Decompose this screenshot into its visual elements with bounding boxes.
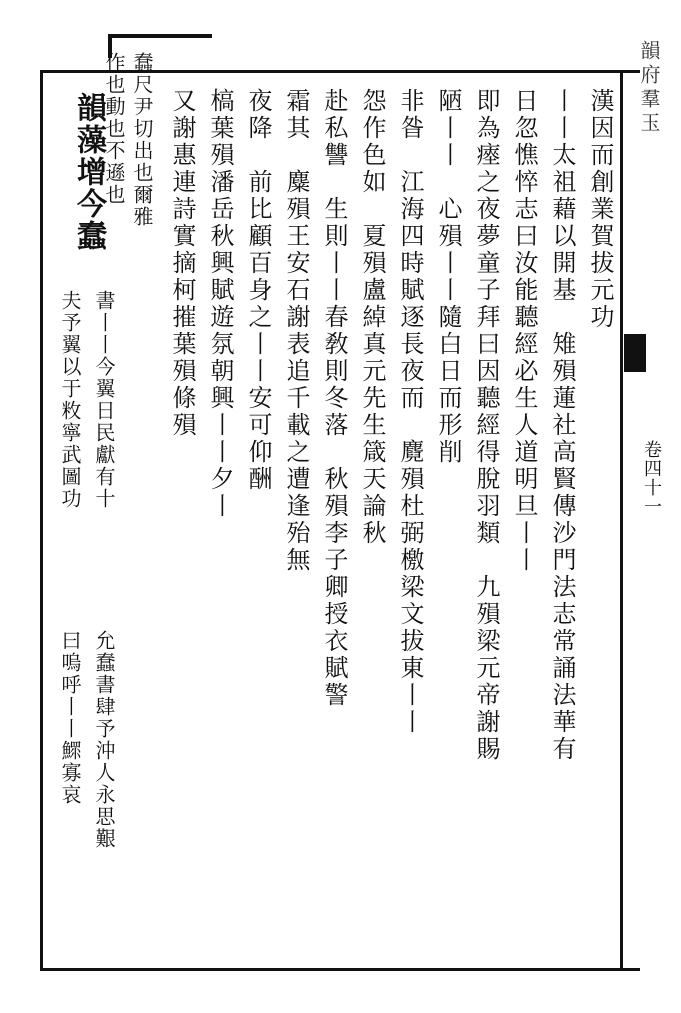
chun-gloss-2: 作也動也不遜也 <box>102 52 126 206</box>
text-column-4: 即為瘞之夜夢童子拜曰因聽經得脫羽類 九殞梁元帝謝賜 <box>472 88 500 763</box>
volume-label: 卷四十一 <box>641 440 662 516</box>
text-column-1: 漢因而創業賀拔元功 <box>586 88 614 331</box>
margin-book-title: 韻府羣玉 <box>637 40 661 136</box>
text-column-8: 赴私讐 生則丨丨春敎則冬落 秋殞李子卿授衣賦警 <box>320 88 348 709</box>
frame-right-line <box>620 70 623 970</box>
yun-chun-entry-2: 曰嗚呼丨丨鰥寡哀 <box>58 630 82 806</box>
text-column-11: 槁葉殞潘岳秋興賦遊氛朝興丨丨夕丨 <box>206 88 234 520</box>
chun-book-quote-2: 夫予翼以于敉寧武圖功 <box>58 290 82 510</box>
frame-left-line <box>40 70 43 970</box>
chapter-heading: 韻藻增今蠢 <box>71 92 106 252</box>
chun-book-quote-1: 書丨丨今翼日民獻有十 <box>92 290 116 510</box>
yun-chun-entry-1: 允蠢書肆予沖人永思艱 <box>92 630 116 850</box>
text-column-9: 霜其 麋殞王安石謝表追千載之遭逢殆無 <box>282 88 310 574</box>
text-column-2: 丨丨太祖藉以開基 雉殞蓮社高賢傳沙門法志常誦法華有 <box>548 88 576 763</box>
text-column-6: 非昝 江海四時賦逐長夜而 麑殞杜弼檄梁文拔東丨丨 <box>396 88 424 736</box>
text-column-5: 陋丨丨 心殞丨丨隨白日而形削 <box>434 88 462 466</box>
text-column-10: 夜降 前比顧百身之丨丨安可仰酬 <box>244 88 272 493</box>
frame-bottom-line <box>40 968 640 971</box>
chun-gloss-1: 蠢尺尹切出也爾雅 <box>130 52 154 228</box>
text-column-7: 怨作色如 夏殞盧綽真元先生箴天論秋 <box>358 88 386 547</box>
fish-tail-mark <box>624 334 646 372</box>
text-column-3: 日忽憔悴志曰汝能聽經必生人道明旦丨丨 <box>510 88 538 574</box>
text-column-12: 又謝惠連詩實摘柯摧葉殞條殞 <box>168 88 196 439</box>
